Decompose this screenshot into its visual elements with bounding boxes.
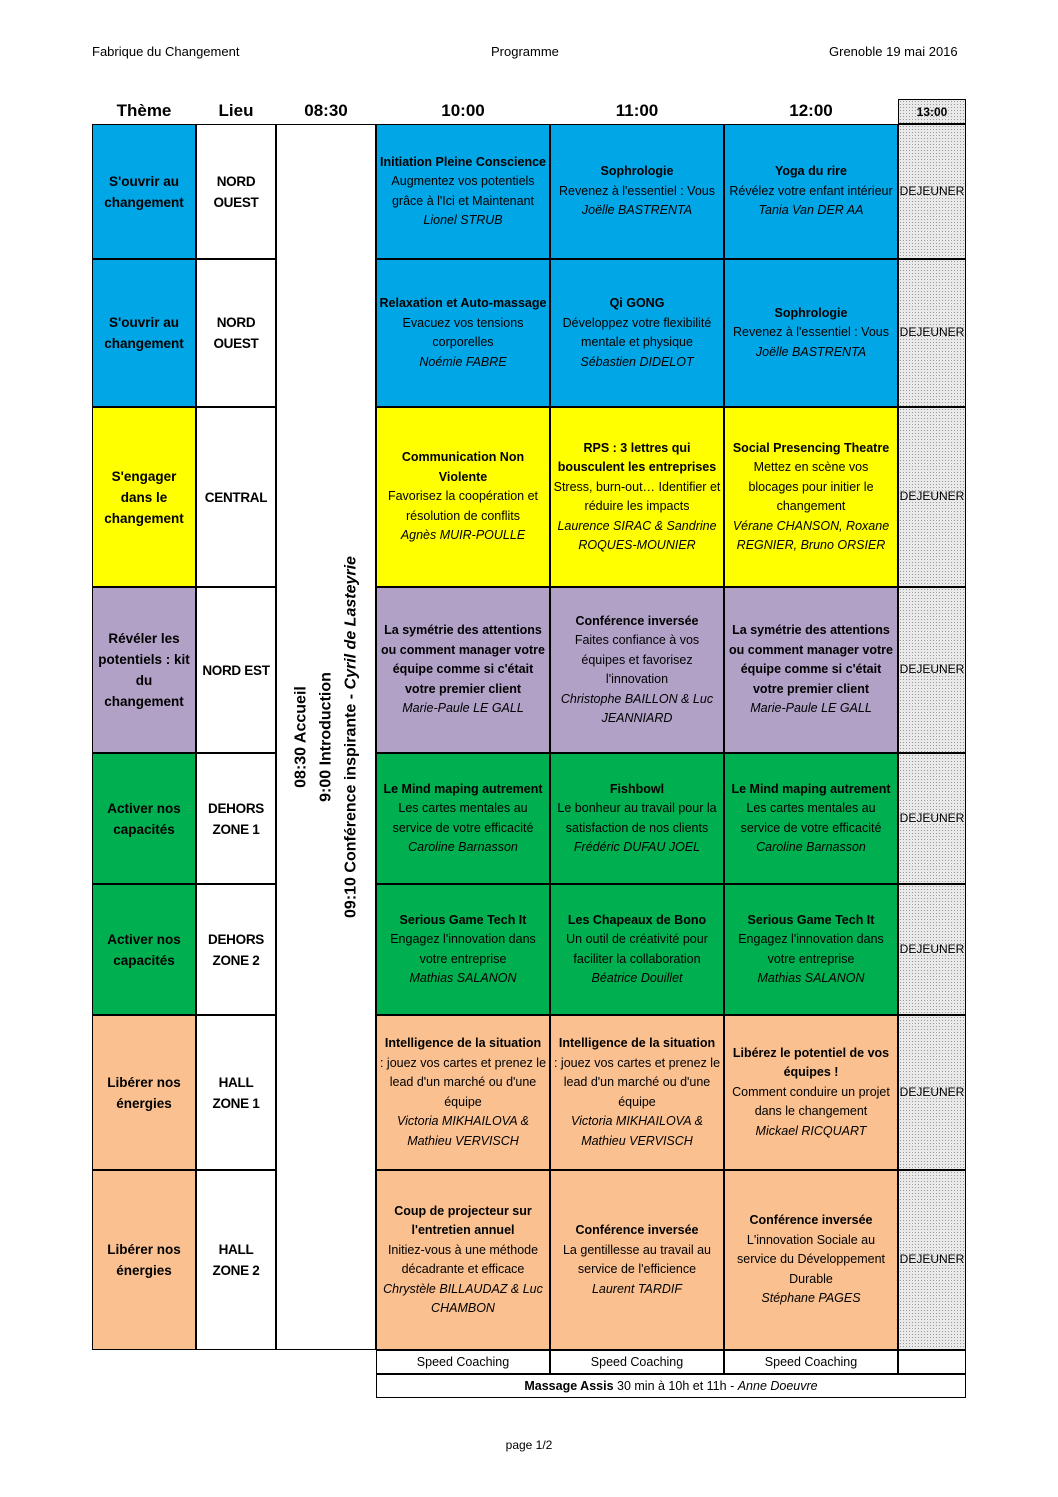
- session-description: Engagez l'innovation dans votre entreprise: [738, 932, 884, 966]
- opening-conference-label: 09:10 Conférence inspirante -: [342, 689, 360, 918]
- session-title: Le Mind maping autrement: [383, 781, 543, 796]
- session-description: Evacuez vos tensions corporelles: [402, 315, 524, 349]
- session-speaker: Victoria MIKHAILOVA & Mathieu VERVISCH: [397, 1114, 529, 1148]
- lieu-cell: NORD OUEST: [196, 124, 276, 259]
- col-theme-header: Thème: [116, 101, 172, 120]
- session-description: Faites confiance à vos équipes et favorisez l'innovation: [574, 633, 700, 686]
- session-description: : jouez vos cartes et prenez le lead d'un marché ou d'une équipe: [379, 1055, 547, 1109]
- massage-label: Massage Assis: [524, 1379, 614, 1393]
- speed-coaching-1100: Speed Coaching: [550, 1350, 724, 1374]
- session-title: Sophrologie: [600, 164, 674, 179]
- session-cell: [550, 753, 724, 884]
- theme-cell: Libérer nos énergies: [92, 1170, 196, 1350]
- theme-cell: S'engager dans le changement: [92, 407, 196, 587]
- session-title: Les Chapeaux de Bono: [567, 912, 707, 927]
- session-cell: [550, 1015, 724, 1170]
- session-description: Les cartes mentales au service de votre efficacité: [392, 801, 534, 835]
- session-description: La gentillesse au travail au service de l'efficience: [562, 1242, 711, 1276]
- page-footer: page 1/2: [505, 1438, 553, 1452]
- lunch-cell: DEJEUNER: [898, 407, 966, 587]
- session-speaker: Christophe BAILLON & Luc JEANNIARD: [560, 691, 714, 725]
- session-title: Conférence inversée: [575, 613, 699, 628]
- session-description: Revenez à l'essentiel : Vous: [733, 325, 889, 340]
- session-title: Yoga du rire: [774, 164, 847, 179]
- session-speaker: Victoria MIKHAILOVA & Mathieu VERVISCH: [571, 1114, 703, 1148]
- session-speaker: Caroline Barnasson: [408, 840, 518, 854]
- session-cell: [724, 587, 898, 753]
- session-description: Mettez en scène vos blocages pour initier le changement: [748, 460, 874, 513]
- session-cell: [550, 407, 724, 587]
- session-description: Initiez-vous à une méthode décadrante et efficace: [387, 1242, 539, 1276]
- session-description: Les cartes mentales au service de votre efficacité: [740, 801, 882, 835]
- col-1000-header: 10:00: [441, 101, 485, 120]
- session-title: Serious Game Tech It: [747, 912, 875, 927]
- col-lieu-header: Lieu: [218, 101, 254, 120]
- session-speaker: Béatrice Douillet: [591, 971, 683, 985]
- opening-introduction: 9:00 Introduction: [317, 672, 335, 802]
- session-title: La symétrie des attentions ou comment manager votre équipe comme si c'était votre premier client: [381, 623, 545, 696]
- lunch-cell: DEJEUNER: [898, 1170, 966, 1350]
- session-cell: [724, 124, 898, 259]
- massage-text: 30 min à 10h et 11h -: [613, 1379, 738, 1393]
- session-cell: [550, 1170, 724, 1350]
- session-description: Engagez l'innovation dans votre entreprise: [390, 932, 536, 966]
- session-title: La symétrie des attentions ou comment manager votre équipe comme si c'était votre premier client: [729, 623, 893, 696]
- session-title: Initiation Pleine Conscience: [379, 154, 546, 169]
- session-cell: [376, 884, 550, 1015]
- speed-coaching-1200: Speed Coaching: [724, 1350, 898, 1374]
- header-left: Fabrique du Changement: [92, 44, 240, 59]
- session-description: Développez votre flexibilité mentale et physique: [562, 315, 712, 349]
- session-speaker: Mickael RICQUART: [755, 1123, 867, 1138]
- opening-conference: [339, 556, 364, 918]
- session-cell: [550, 259, 724, 407]
- session-cell: [724, 884, 898, 1015]
- col-1100-header: 11:00: [615, 101, 659, 120]
- session-description: L'innovation Sociale au service du Développement Durable: [737, 1232, 885, 1286]
- speed-coaching-empty: [898, 1350, 966, 1374]
- session-speaker: Mathias SALANON: [757, 971, 865, 985]
- lieu-cell: NORD EST: [196, 587, 276, 753]
- session-cell: [376, 587, 550, 753]
- session-speaker: Tania Van DER AA: [758, 203, 864, 218]
- header-center: Programme: [491, 44, 559, 59]
- massage-row: [376, 1374, 966, 1398]
- session-title: RPS : 3 lettres qui bousculent les entreprises: [557, 440, 717, 474]
- lieu-cell: CENTRAL: [196, 407, 276, 587]
- lunch-cell: DEJEUNER: [898, 884, 966, 1015]
- session-cell: [376, 259, 550, 407]
- session-speaker: Joëlle BASTRENTA: [755, 344, 867, 359]
- session-title: Le Mind maping autrement: [731, 781, 891, 796]
- session-title: Relaxation et Auto-massage: [379, 296, 547, 310]
- session-cell: [724, 1015, 898, 1170]
- theme-cell: Libérer nos énergies: [92, 1015, 196, 1170]
- session-description: : jouez vos cartes et prenez le lead d'un marché ou d'une équipe: [553, 1055, 721, 1109]
- session-cell: [550, 124, 724, 259]
- session-speaker: Agnès MUIR-POULLE: [400, 528, 526, 543]
- session-cell: [550, 587, 724, 753]
- lieu-cell: NORD OUEST: [196, 259, 276, 407]
- header-right: Grenoble 19 mai 2016: [829, 44, 958, 59]
- lieu-cell: HALL ZONE 2: [196, 1170, 276, 1350]
- session-speaker: Mathias SALANON: [409, 971, 517, 985]
- session-description: Stress, burn-out… Identifier et réduire les impacts: [553, 479, 721, 513]
- session-speaker: Marie-Paule LE GALL: [750, 701, 872, 716]
- theme-cell: Révéler les potentiels : kit du changement: [92, 587, 196, 753]
- session-description: Augmentez vos potentiels grâce à l'Ici et Maintenant: [391, 174, 535, 208]
- session-title: Qi GONG: [609, 296, 665, 310]
- session-speaker: Stéphane PAGES: [761, 1291, 861, 1306]
- session-description: Un outil de créativité pour faciliter la collaboration: [566, 932, 708, 966]
- theme-cell: Activer nos capacités: [92, 884, 196, 1015]
- theme-cell: S'ouvrir au changement: [92, 124, 196, 259]
- session-title: Social Presencing Theatre: [732, 440, 890, 455]
- session-cell: [376, 753, 550, 884]
- session-cell: [376, 124, 550, 259]
- session-speaker: Lionel STRUB: [423, 213, 503, 227]
- session-speaker: Joëlle BASTRENTA: [581, 203, 693, 218]
- session-speaker: Sébastien DIDELOT: [580, 354, 694, 369]
- session-speaker: Caroline Barnasson: [756, 840, 866, 854]
- session-title: Libérez le potentiel de vos équipes !: [732, 1045, 890, 1080]
- session-title: Intelligence de la situation: [558, 1036, 716, 1050]
- session-title: Fishbowl: [609, 781, 665, 796]
- session-title: Conférence inversée: [575, 1223, 699, 1237]
- opening-speaker: Cyril de Lasteyrie: [342, 556, 360, 690]
- lunch-cell: DEJEUNER: [898, 1015, 966, 1170]
- session-title: Conférence inversée: [749, 1213, 873, 1228]
- session-title: Communication Non Violente: [401, 450, 525, 484]
- session-cell: [376, 1170, 550, 1350]
- session-cell: [376, 407, 550, 587]
- opening-column: [276, 124, 376, 1350]
- theme-cell: Activer nos capacités: [92, 753, 196, 884]
- session-speaker: Chrystèle BILLAUDAZ & Luc CHAMBON: [383, 1281, 543, 1315]
- session-title: Sophrologie: [774, 305, 848, 320]
- session-speaker: Noémie FABRE: [419, 354, 507, 369]
- session-cell: [724, 259, 898, 407]
- session-cell: [724, 1170, 898, 1350]
- lunch-cell: DEJEUNER: [898, 124, 966, 259]
- col-0830-header: 08:30: [304, 101, 348, 120]
- session-speaker: Laurence SIRAC & Sandrine ROQUES-MOUNIER: [557, 518, 717, 552]
- col-1200-header: 12:00: [789, 101, 833, 120]
- session-description: Révélez votre enfant intérieur: [729, 183, 893, 198]
- lunch-cell: DEJEUNER: [898, 259, 966, 407]
- session-speaker: Laurent TARDIF: [591, 1281, 683, 1296]
- session-title: Intelligence de la situation: [384, 1036, 542, 1050]
- session-speaker: Frédéric DUFAU JOEL: [573, 840, 701, 854]
- session-description: Favorisez la coopération et résolution de conflits: [387, 489, 539, 523]
- session-cell: [724, 753, 898, 884]
- lunch-cell: DEJEUNER: [898, 587, 966, 753]
- session-description: Le bonheur au travail pour la satisfaction de nos clients: [557, 801, 717, 835]
- session-cell: [376, 1015, 550, 1170]
- session-title: Serious Game Tech It: [399, 912, 527, 927]
- theme-cell: S'ouvrir au changement: [92, 259, 196, 407]
- lunch-cell: DEJEUNER: [898, 753, 966, 884]
- session-speaker: Marie-Paule LE GALL: [402, 701, 524, 716]
- lieu-cell: DEHORS ZONE 1: [196, 753, 276, 884]
- speed-coaching-1000: Speed Coaching: [376, 1350, 550, 1374]
- session-description: Revenez à l'essentiel : Vous: [559, 183, 715, 198]
- col-1300-header: 13:00: [898, 99, 966, 124]
- opening-accueil: 08:30 Accueil: [292, 686, 310, 788]
- session-cell: [550, 884, 724, 1015]
- session-cell: [724, 407, 898, 587]
- session-speaker: Vérane CHANSON, Roxane REGNIER, Bruno ORSIER: [732, 518, 890, 552]
- lieu-cell: HALL ZONE 1: [196, 1015, 276, 1170]
- session-description: Comment conduire un projet dans le changement: [732, 1084, 890, 1119]
- lieu-cell: DEHORS ZONE 2: [196, 884, 276, 1015]
- massage-person: Anne Doeuvre: [737, 1379, 818, 1393]
- session-title: Coup de projecteur sur l'entretien annuel: [394, 1203, 532, 1237]
